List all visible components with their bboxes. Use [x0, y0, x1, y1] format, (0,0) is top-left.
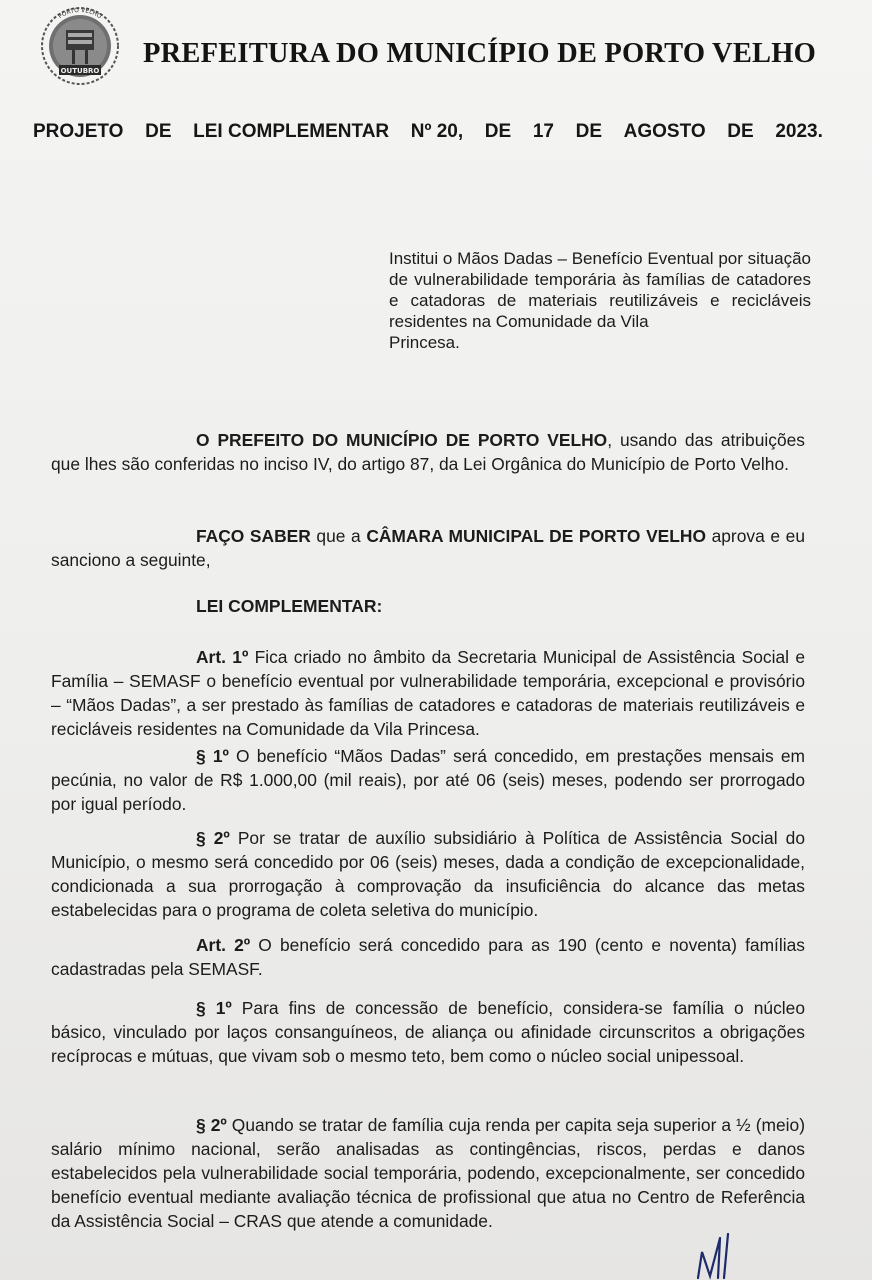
projeto-word: LEI COMPLEMENTAR	[193, 121, 390, 142]
projeto-word: Nº 20,	[410, 121, 464, 142]
article-paragraph	[51, 826, 805, 922]
seal-arc-text: PORTO VELHO	[57, 6, 103, 21]
projeto-word: 2023.	[775, 121, 823, 142]
faco-saber-bold: FAÇO SABER	[196, 526, 311, 546]
article-label: § 2º	[196, 828, 230, 848]
faco-saber-text-2: aprova e eu sanciono a seguinte,	[51, 526, 805, 570]
ementa-last-line: Princesa.	[389, 333, 460, 352]
article-text: Por se tratar de auxílio subsidiário à Política de Assistência Social do Município, o mesmo será concedido por 06 (seis) meses, dada a condição de excepcionalidade, condicionada a sua prorrogação à comprovação da insuficiência do alcance das metas estabelecidas para o programa de coleta seletiva do município.	[51, 828, 805, 920]
signature-mark	[690, 1230, 750, 1280]
projeto-word: DE	[484, 121, 512, 142]
article-label: Art. 1º	[196, 647, 249, 667]
article-text: O benefício “Mãos Dadas” será concedido, em prestações mensais em pecúnia, no valor de R$ 1.000,00 (mil reais), por até 06 (seis) meses, podendo ser prorrogado por igual período.	[51, 746, 805, 814]
article-text: O benefício será concedido para as 190 (cento e noventa) famílias cadastradas pela SEMASF.	[51, 935, 805, 979]
article-label: § 1º	[196, 998, 232, 1018]
projeto-word: DE	[727, 121, 754, 142]
preambulo-paragraph	[51, 428, 805, 476]
projeto-word: 17	[532, 121, 554, 142]
camara-bold: CÂMARA MUNICIPAL DE PORTO VELHO	[366, 526, 706, 546]
ementa	[389, 248, 811, 353]
faco-saber-paragraph	[51, 524, 805, 572]
article-paragraph	[51, 996, 805, 1068]
article-text: Fica criado no âmbito da Secretaria Municipal de Assistência Social e Família – SEMASF o benefício eventual por vulnerabilidade temporária, excepcional e provisório – “Mãos Dadas”, a ser prestado às famílias de catadores e catadoras de materiais reutilizáveis e recicláveis residentes na Comunidade da Vila Princesa.	[51, 647, 805, 739]
municipal-seal-icon	[32, 6, 128, 86]
lei-complementar-heading: LEI COMPLEMENTAR:	[196, 596, 383, 616]
article-label: Art. 2º	[196, 935, 251, 955]
preambulo-text: , usando das atribuições que lhes são conferidas no inciso IV, do artigo 87, da Lei Orgânica do Município de Porto Velho.	[51, 430, 805, 474]
article-paragraph	[51, 1113, 805, 1233]
preambulo-bold: O PREFEITO DO MUNICÍPIO DE PORTO VELHO	[196, 430, 608, 450]
projeto-word: DE	[145, 121, 172, 142]
article-label: § 2º	[196, 1115, 227, 1135]
article-text: Para fins de concessão de benefício, considera-se família o núcleo básico, vinculado por laços consanguíneos, de aliança ou afinidade circunscritos a obrigações recíprocas e mútuas, que vivam sob o mesmo teto, bem como o núcleo social unipessoal.	[51, 998, 805, 1066]
page-title: PREFEITURA DO MUNICÍPIO DE PORTO VELHO	[143, 38, 816, 69]
seal-banner-text: OUTUBRO	[60, 67, 100, 75]
article-paragraph	[51, 933, 805, 981]
ementa-text: Institui o Mãos Dadas – Benefício Eventual por situação de vulnerabilidade temporária às famílias de catadores e catadoras de materiais reutilizáveis e recicláveis residentes na Comunidade da Vila	[389, 249, 811, 331]
projeto-word: AGOSTO	[623, 121, 706, 142]
faco-saber-text-1: que a	[310, 526, 367, 546]
projeto-word: PROJETO	[33, 121, 124, 142]
article-text: Quando se tratar de família cuja renda per capita seja superior a ½ (meio) salário mínimo nacional, serão analisadas as contingências, riscos, perdas e danos estabelecidos pela vulnerabilidade social temporária, podendo, excepcionalmente, ser concedido benefício eventual mediante avaliação técnica de profissional que atua no Centro de Referência da Assistência Social – CRAS que atende a comunidade.	[51, 1115, 805, 1231]
article-paragraph	[51, 645, 805, 741]
article-label: § 1º	[196, 746, 229, 766]
projeto-word: DE	[575, 121, 603, 142]
projeto-title	[33, 121, 823, 143]
article-paragraph	[51, 744, 805, 816]
